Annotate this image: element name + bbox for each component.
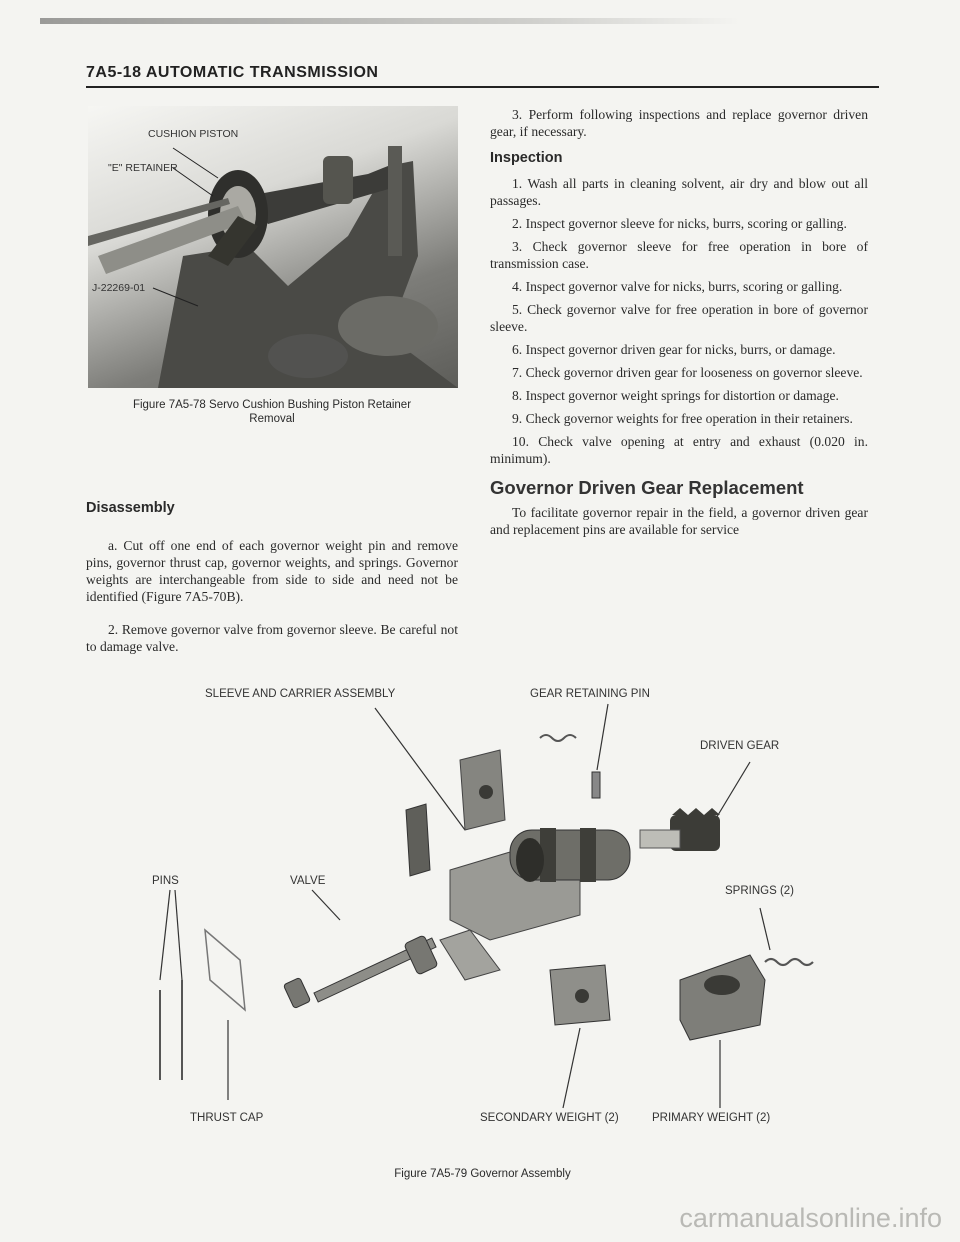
label-secondary-weight: SECONDARY WEIGHT (2) xyxy=(480,1112,619,1124)
label-primary-weight: PRIMARY WEIGHT (2) xyxy=(652,1112,771,1124)
heading-disassembly: Disassembly xyxy=(86,500,175,516)
figure1-caption-line1: Figure 7A5-78 Servo Cushion Bushing Piston Retainer xyxy=(132,399,412,411)
label-e-retainer: "E" RETAINER xyxy=(108,162,178,174)
label-springs: SPRINGS (2) xyxy=(725,885,795,897)
watermark: carmanualsonline.info xyxy=(679,1203,942,1233)
inspection-item: 9. Check governor weights for free operation in their retainers. xyxy=(512,411,853,426)
top-shade xyxy=(40,18,740,24)
inspection-item: 4. Inspect governor valve for nicks, burrs, scoring or galling. xyxy=(512,279,843,294)
figure1-caption xyxy=(86,398,458,426)
paragraph-step-2: 2. Remove governor valve from governor sleeve. Be careful not to damage valve. xyxy=(86,622,458,654)
inspection-item: 8. Inspect governor weight springs for distortion or damage. xyxy=(512,388,839,403)
label-sleeve-carrier: SLEEVE AND CARRIER ASSEMBLY xyxy=(205,688,396,700)
label-cushion-piston: CUSHION PISTON xyxy=(148,128,239,140)
heading-inspection: Inspection xyxy=(490,150,563,166)
inspection-item: 5. Check governor valve for free operation in bore of governor sleeve. xyxy=(490,302,868,334)
inspection-item: 2. Inspect governor sleeve for nicks, burrs, scoring or galling. xyxy=(512,216,847,231)
inspection-item: 6. Inspect governor driven gear for nicks, burrs, or damage. xyxy=(512,342,836,357)
inspection-item: 1. Wash all parts in cleaning solvent, air dry and blow out all passages. xyxy=(490,176,868,208)
label-valve: VALVE xyxy=(290,875,326,887)
inspection-item: 3. Check governor sleeve for free operation in bore of transmission case. xyxy=(490,239,868,271)
figure-governor-assembly xyxy=(110,680,870,1140)
inspection-item: 7. Check governor driven gear for looseness on governor sleeve. xyxy=(512,365,863,380)
label-driven-gear: DRIVEN GEAR xyxy=(700,740,780,752)
paragraph-step-3: 3. Perform following inspections and replace governor driven gear, if necessary. xyxy=(490,107,868,139)
label-gear-retaining-pin: GEAR RETAINING PIN xyxy=(530,688,650,700)
paragraph-step-a: a. Cut off one end of each governor weight pin and remove pins, governor thrust cap, governor weights, and springs. Governor weights are interchangeable from side to side and need not be identified (Figure 7A5-70B). xyxy=(86,538,458,604)
figure-servo-removal-photo xyxy=(88,106,458,388)
paragraph-driven-gear: To facilitate governor repair in the field, a governor driven gear and replacement pins are available for service xyxy=(490,505,868,537)
figure1-caption-line2: Removal xyxy=(249,413,295,425)
inspection-item: 10. Check valve opening at entry and exhaust (0.020 in. minimum). xyxy=(490,434,868,466)
label-tool-number: J-22269-01 xyxy=(92,282,146,294)
left-column xyxy=(86,500,458,661)
figure2-caption: Figure 7A5-79 Governor Assembly xyxy=(394,1168,571,1180)
page-header xyxy=(86,64,879,88)
label-thrust-cap: THRUST CAP xyxy=(190,1112,264,1124)
page-title: 7A5-18 AUTOMATIC TRANSMISSION xyxy=(86,64,379,81)
label-pins: PINS xyxy=(152,875,179,887)
right-column xyxy=(490,106,868,544)
heading-driven-gear-replacement: Governor Driven Gear Replacement xyxy=(490,477,804,498)
servo-tool-illustration xyxy=(88,106,458,388)
